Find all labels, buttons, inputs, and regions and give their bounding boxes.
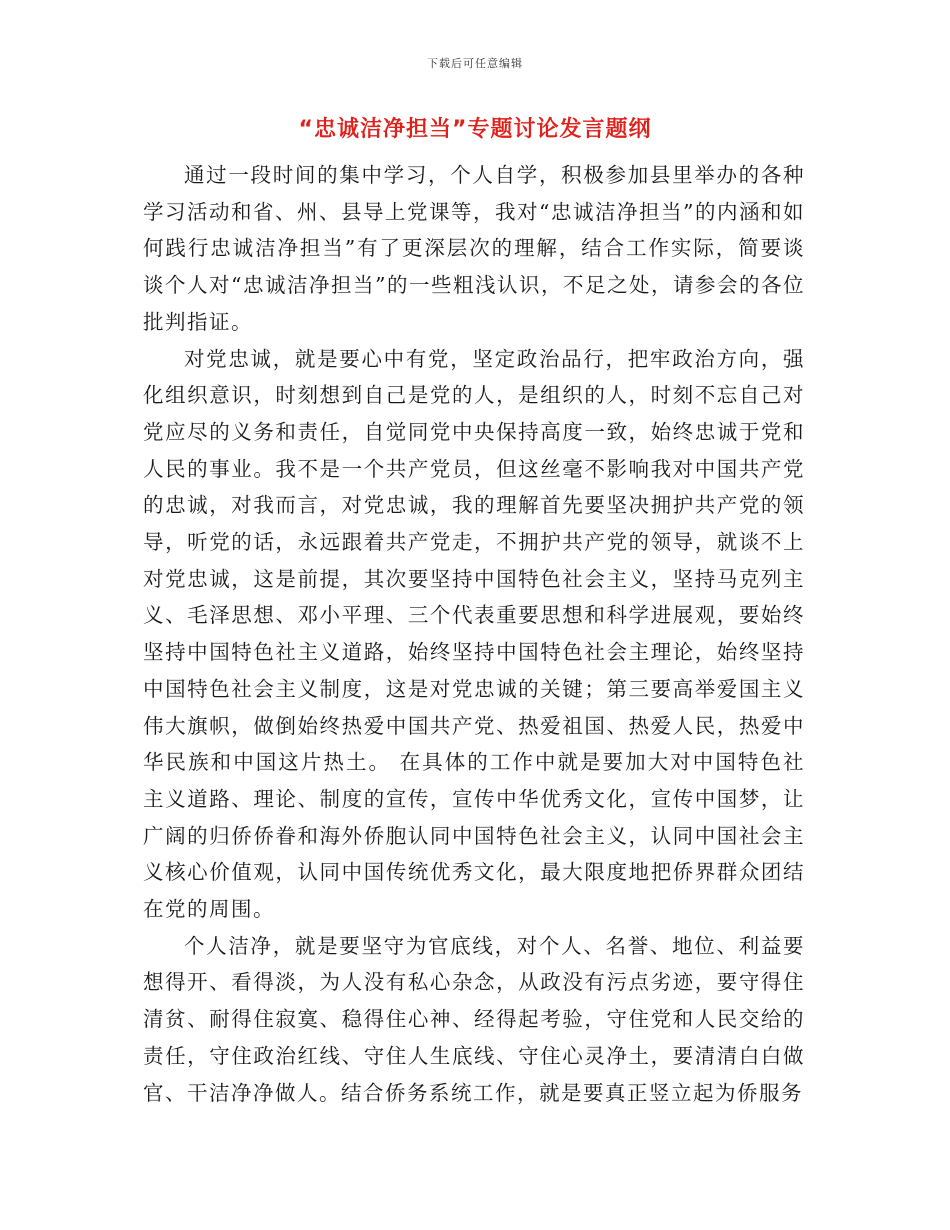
paragraph-loyalty: 对党忠诚，就是要心中有党，坚定政治品行，把牢政治方向，强化组织意识，时刻想到自己是党的人，是组织的人，时刻不忘自己对党应尽的义务和责任，自觉同党中央保持高度一致，始终忠诚于党和人民的事业。我不是一个共产党员，但这丝毫不影响我对中国共产党的忠诚，对我而言，对党忠诚，我的理解首先要坚决拥护共产党的领导，听党的话，永远跟着共产党走，不拥护共产党的领导，就谈不上对党忠诚，这是前提，其次要坚持中国特色社会主义，坚持马克列主义、毛泽思想、邓小平理、三个代表重要思想和科学进展观，要始终坚持中国特色社主义道路，始终坚持中国特色社会主理论，始终坚持中国特色社会主义制度，这是对党忠诚的关键；第三要高举爱国主义伟大旗帜，做倒始终热爱中国共产党、热爱祖国、热爱人民，热爱中华民族和中国这片热土。 在具体的工作中就是要加大对中国特色社主义道路、理论、制度的宣传，宣传中华优秀文化，宣传中国梦，让广阔的归侨侨眷和海外侨胞认同中国特色社会主义，认同中国社会主义核心价值观，认同中国传统优秀文化，最大限度地把侨界群众团结在党的周围。 xyxy=(143,346,805,922)
paragraph-integrity: 个人洁净，就是要坚守为官底线，对个人、名誉、地位、利益要想得开、看得淡，为人没有私心杂念，从政没有污点劣迹，要守得住清贫、耐得住寂寞、稳得住心神、经得起考验，守住党和人民交给的责任，守住政治红线、守住人生底线、守住心灵净土，要清清白白做官、干洁净净做人。结合侨务系统工作，就是要真正竖立起为侨服务 xyxy=(143,933,805,1105)
document-title: “忠诚洁净担当”专题讨论发言题纲 xyxy=(298,117,652,142)
page-header-note: 下载后可任意编辑 xyxy=(427,57,523,70)
paragraph-intro: 通过一段时间的集中学习，个人自学，积极参加县里举办的各种学习活动和省、州、县导上党课等，我对“忠诚洁净担当”的内涵和如何践行忠诚洁净担当”有了更深层次的理解，结合工作实际，简要谈谈个人对“忠诚洁净担当”的一些粗浅认识，不足之处，请参会的各位批判指证。 xyxy=(143,163,805,334)
document-body xyxy=(143,157,805,1111)
